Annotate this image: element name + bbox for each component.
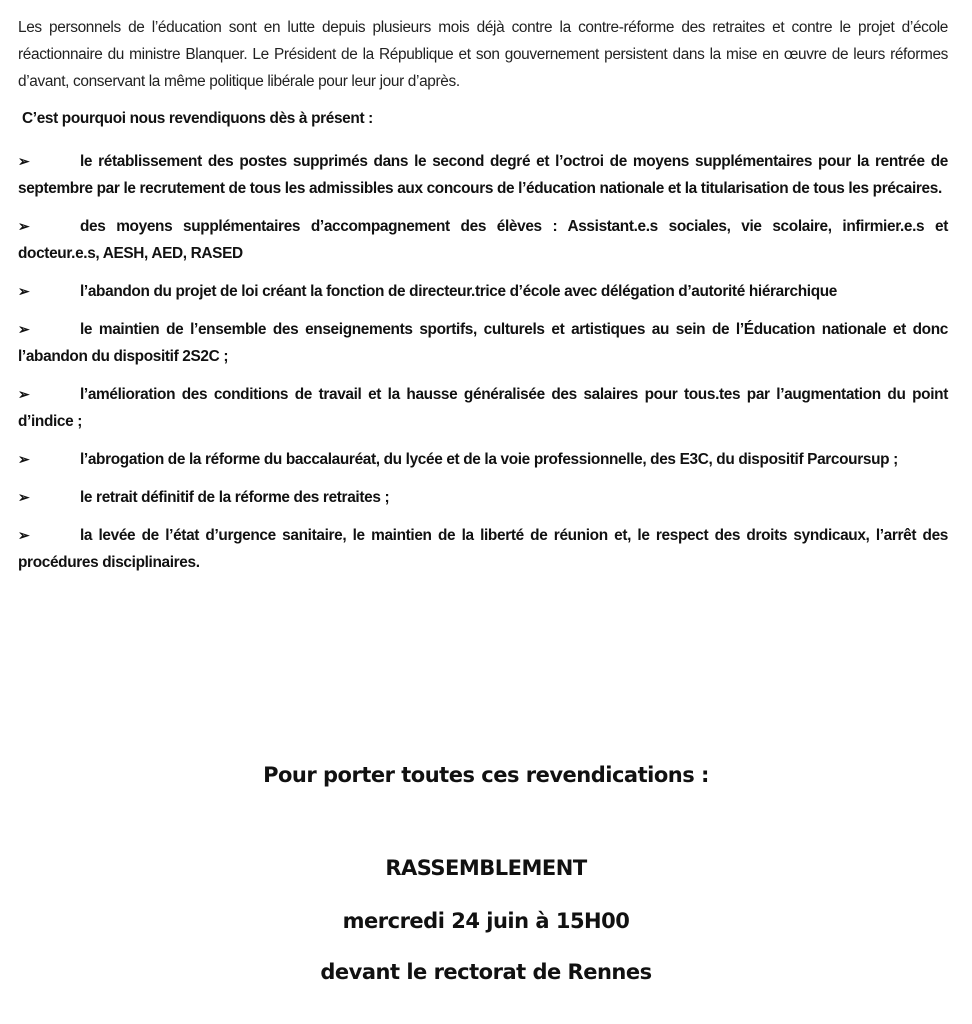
event-date: mercredi 24 juin à 15H00 bbox=[342, 909, 630, 933]
demand-item: ➢ le retrait définitif de la réforme des retraites ; bbox=[18, 484, 948, 511]
demand-item: ➢ le rétablissement des postes supprimés dans le second degré et l’octroi de moyens supplémentaires pour la rentrée de septembre par le recrutement de tous les admissibles aux concours de l’éducation nationale et la titularisation de tous les précaires. bbox=[18, 148, 948, 202]
demands-lead: C’est pourquoi nous revendiquons dès à présent : bbox=[22, 110, 373, 127]
arrow-bullet-icon: ➢ bbox=[18, 527, 30, 543]
demand-item: ➢ le maintien de l’ensemble des enseignements sportifs, culturels et artistiques au sein de l’Éducation nationale et donc l’abandon du dispositif 2S2C ; bbox=[18, 316, 948, 370]
event-title: RASSEMBLEMENT bbox=[385, 856, 587, 880]
arrow-bullet-icon: ➢ bbox=[18, 386, 30, 402]
demand-item: ➢ la levée de l’état d’urgence sanitaire, le maintien de la liberté de réunion et, le respect des droits syndicaux, l’arrêt des procédures disciplinaires. bbox=[18, 522, 948, 576]
demand-item: ➢ l’amélioration des conditions de travail et la hausse généralisée des salaires pour tous.tes par l’augmentation du point d’indice ; bbox=[18, 381, 948, 435]
event-location: devant le rectorat de Rennes bbox=[320, 960, 652, 984]
arrow-bullet-icon: ➢ bbox=[18, 283, 30, 299]
demands-list bbox=[18, 148, 948, 587]
demand-item: ➢ l’abandon du projet de loi créant la fonction de directeur.trice d’école avec délégation d’autorité hiérarchique bbox=[18, 278, 948, 305]
arrow-bullet-icon: ➢ bbox=[18, 451, 30, 467]
arrow-bullet-icon: ➢ bbox=[18, 489, 30, 505]
intro-paragraph: Les personnels de l’éducation sont en lutte depuis plusieurs mois déjà contre la contre-réforme des retraites et contre le projet d’école réactionnaire du ministre Blanquer. Le Président de la République et son gouvernement persistent dans la mise en œuvre de leurs réformes d’avant, conservant la même politique libérale pour leur jour d’après. bbox=[18, 19, 948, 90]
cta-heading: Pour porter toutes ces revendications : bbox=[263, 763, 709, 787]
arrow-bullet-icon: ➢ bbox=[18, 321, 30, 337]
arrow-bullet-icon: ➢ bbox=[18, 218, 30, 234]
demand-item: ➢ des moyens supplémentaires d’accompagnement des élèves : Assistant.e.s sociales, vie scolaire, infirmier.e.s et docteur.e.s, AESH, AED, RASED bbox=[18, 213, 948, 267]
demand-item: ➢ l’abrogation de la réforme du baccalauréat, du lycée et de la voie professionnelle, des E3C, du dispositif Parcoursup ; bbox=[18, 446, 948, 473]
arrow-bullet-icon: ➢ bbox=[18, 153, 30, 169]
